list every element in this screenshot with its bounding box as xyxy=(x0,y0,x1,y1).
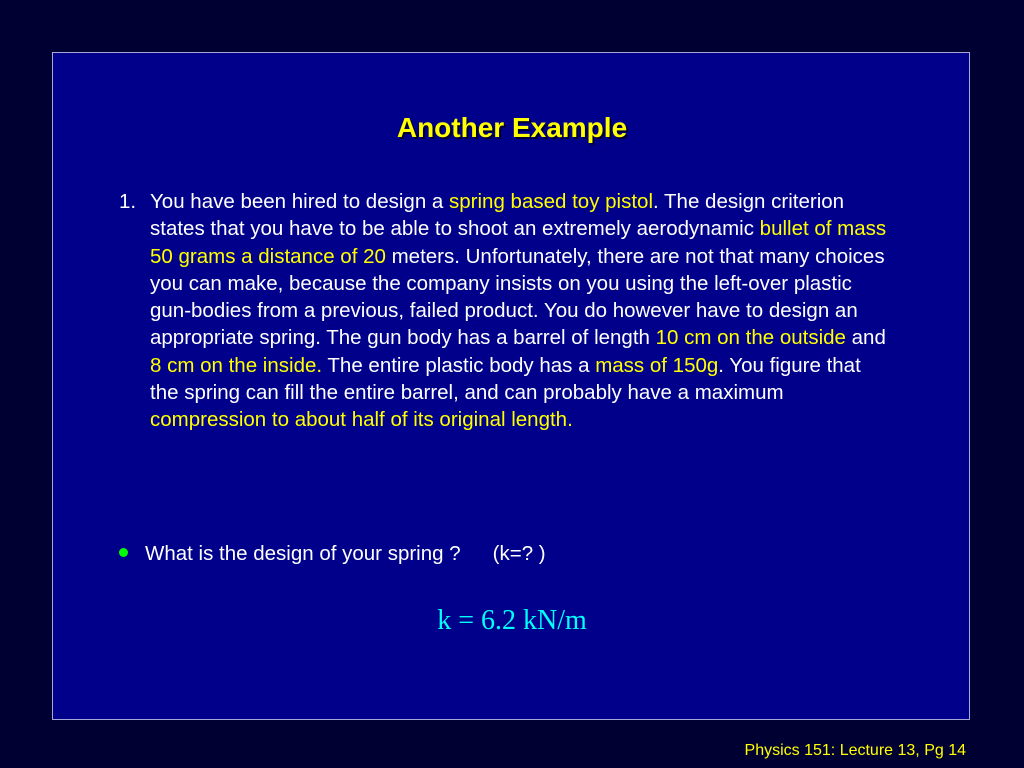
answer-text: k = 6.2 kN/m xyxy=(437,605,587,636)
highlighted-phrase: mass of 150g xyxy=(595,353,719,377)
problem-text xyxy=(150,188,889,434)
problem-number: 1. xyxy=(119,190,137,213)
highlighted-phrase: 10 cm on the outside xyxy=(655,326,846,350)
slide-title: Another Example xyxy=(396,112,628,143)
problem-text-segment: You have been hired to design a xyxy=(150,190,450,213)
question-bullet xyxy=(119,540,546,567)
problem-text-segment: and xyxy=(845,326,886,350)
highlighted-phrase: bullet of mass 50 grams a distance of 20 xyxy=(150,217,887,268)
question-text: What is the design of your spring ? xyxy=(145,542,461,565)
problem-text-segment: The entire plastic body has a xyxy=(322,353,596,377)
green-round-bullet-icon xyxy=(119,548,128,557)
problem-text-segment: . The design criterion states that you have to be able to shoot an extremely aerodynamic xyxy=(150,190,845,241)
slide-footer: Physics 151: Lecture 13, Pg 14 xyxy=(744,742,966,759)
problem-item xyxy=(119,188,889,434)
highlighted-phrase: 8 cm on the inside. xyxy=(150,353,323,377)
highlighted-phrase: compression to about half of its original length. xyxy=(150,408,573,432)
problem-text-segment: . You figure that the spring can fill the entire barrel, and can probably have a maximum xyxy=(150,353,861,405)
highlighted-phrase: spring based toy pistol xyxy=(449,190,653,213)
question-hint: (k=? ) xyxy=(492,542,546,565)
problem-text-segment: meters. Unfortunately, there are not that many choices you can make, because the company insists on you using the left-over plastic gun-bodies from a previous, failed product. You do however have to design an appropriate spring. The gun body has a barrel of length xyxy=(150,244,885,350)
